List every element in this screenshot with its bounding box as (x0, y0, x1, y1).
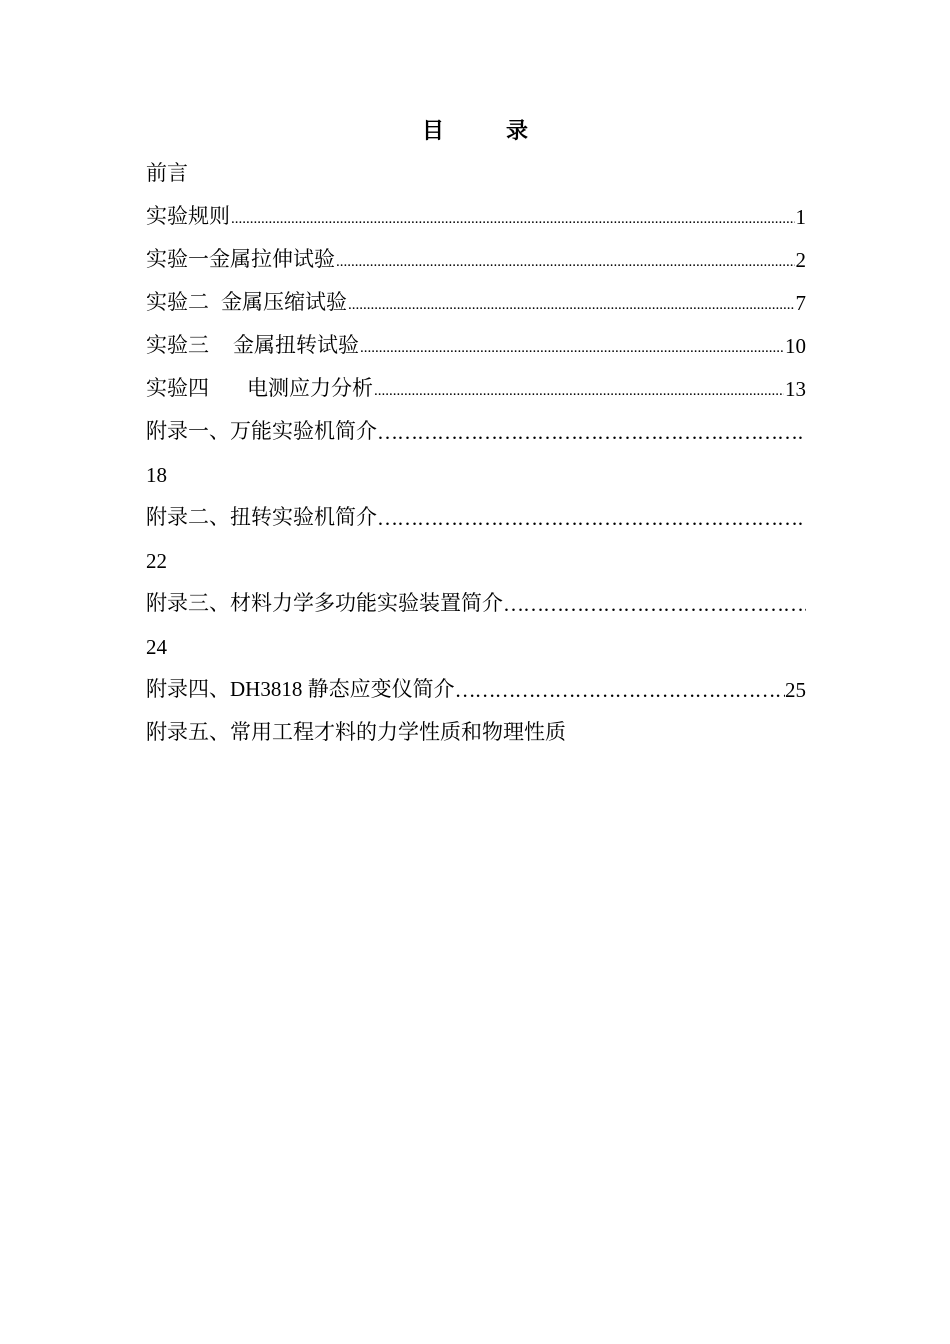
toc-appendix-1[interactable] (146, 402, 806, 445)
toc-entry-label-pre: 实验四 (146, 376, 209, 400)
toc-appendix-2-page-line (146, 531, 806, 574)
toc-entry-label-post: 金属扭转试验 (233, 333, 359, 357)
dot-leader (360, 338, 784, 359)
toc-preface-label: 前言 (146, 161, 188, 185)
title-part-2: 录 (506, 118, 529, 143)
toc-entry-rules[interactable] (146, 187, 806, 230)
toc-entry-label (146, 372, 373, 402)
table-of-contents (146, 150, 806, 746)
ellipsis-leader (503, 592, 806, 617)
toc-entry-label: 实验一金属拉伸试验 (146, 247, 335, 271)
toc-entry-page: 2 (795, 248, 806, 272)
toc-entry-page: 7 (795, 291, 806, 315)
toc-appendix-5[interactable] (146, 703, 806, 746)
toc-appendix-2[interactable] (146, 488, 806, 531)
toc-appendix-label: 附录二、扭转实验机简介 (146, 505, 377, 529)
dot-leader (231, 209, 795, 230)
toc-entry-label: 实验规则 (146, 204, 230, 228)
toc-entry-label-pre: 实验二 (146, 290, 209, 314)
toc-appendix-page: 22 (146, 549, 167, 573)
ellipsis-leader (377, 420, 806, 445)
toc-entry-label-post: 电测应力分析 (247, 376, 373, 400)
toc-appendix-page: 25 (785, 678, 806, 702)
toc-entry-page: 1 (795, 205, 806, 229)
toc-entry-exp4[interactable] (146, 359, 806, 402)
toc-appendix-label: 附录一、万能实验机简介 (146, 419, 377, 443)
toc-appendix-3-page-line (146, 617, 806, 660)
toc-appendix-1-page-line (146, 445, 806, 488)
toc-entry-label-pre: 实验三 (146, 333, 209, 357)
dot-leader (348, 295, 795, 316)
toc-appendix-label: 附录五、常用工程才料的力学性质和物理性质 (146, 720, 566, 744)
toc-appendix-label: 附录四、DH3818 静态应变仪简介 (146, 677, 455, 701)
ellipsis-leader (377, 506, 806, 531)
toc-appendix-4[interactable] (146, 660, 806, 703)
toc-appendix-page: 24 (146, 635, 167, 659)
toc-entry-page: 13 (785, 377, 806, 401)
title-part-1: 目 (421, 118, 444, 143)
ellipsis-leader (455, 678, 785, 703)
toc-entry-label-post: 金属压缩试验 (221, 290, 347, 314)
toc-entry-label (146, 286, 347, 316)
toc-appendix-page: 18 (146, 463, 167, 487)
dot-leader (336, 252, 795, 273)
toc-appendix-label: 附录三、材料力学多功能实验装置简介 (146, 591, 503, 615)
toc-preface[interactable] (146, 150, 806, 187)
toc-entry-exp1[interactable] (146, 230, 806, 273)
toc-title (0, 116, 950, 146)
toc-entry-exp3[interactable] (146, 316, 806, 359)
toc-entry-label (146, 329, 359, 359)
toc-entry-exp2[interactable] (146, 273, 806, 316)
dot-leader (374, 381, 784, 402)
toc-entry-page: 10 (785, 334, 806, 358)
toc-appendix-3[interactable] (146, 574, 806, 617)
